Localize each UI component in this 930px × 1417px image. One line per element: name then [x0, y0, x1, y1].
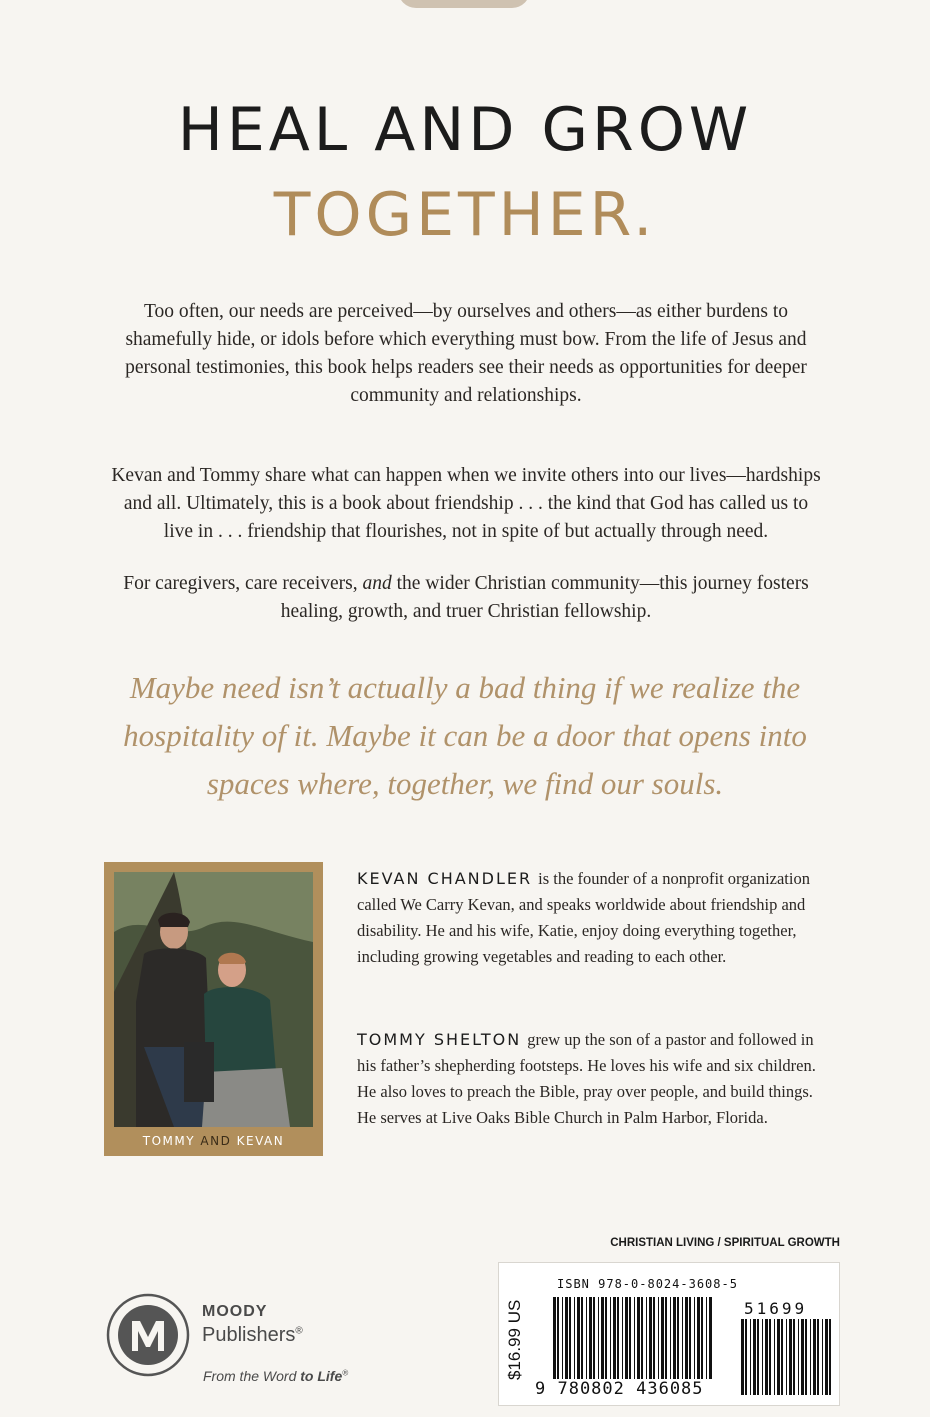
barcode-bar	[701, 1297, 703, 1379]
barcode-bar	[697, 1297, 700, 1379]
pull-quote: Maybe need isn’t actually a bad thing if we realize the hospitality of it. Maybe it can be a door that opens into spaces where, together, we find our souls.	[123, 670, 807, 801]
barcode-bar	[706, 1297, 707, 1379]
barcode-bar	[562, 1297, 563, 1379]
barcode-bar	[813, 1319, 816, 1395]
barcode-bar	[649, 1297, 652, 1379]
barcode-bar	[789, 1319, 792, 1395]
publisher-name-text: Publishers	[202, 1324, 296, 1346]
caption-name-kevan: KEVAN	[236, 1134, 285, 1148]
author-bio-text-tommy: grew up the son of a pastor and followed in his father’s shepherding footsteps. He loves his wife and six children. He also loves to preach the Bible, pray over people, and build things. He serves at Live Oaks Bible Church in Palm Harbor, Florida.	[357, 1030, 816, 1127]
barcode-bar	[793, 1319, 795, 1395]
barcode-bar	[769, 1319, 771, 1395]
publisher-tagline	[203, 1368, 348, 1384]
description-paragraph-1: Too often, our needs are perceived—by ourselves and others—as either burdens to shamefully hide, or idols before which everything must bow. From the life of Jesus and personal testimonies, this book helps readers see their needs as opportunities for deeper community and relationships.	[125, 301, 807, 406]
description-paragraph-3	[110, 570, 822, 626]
caption-and: AND	[200, 1134, 232, 1148]
barcode-bar	[581, 1297, 583, 1379]
barcode-bar	[589, 1297, 592, 1379]
author-name-tommy: TOMMY SHELTON	[357, 1030, 522, 1049]
tagline-prefix: From the Word	[203, 1368, 301, 1384]
barcode-bar	[613, 1297, 616, 1379]
barcode-bar	[817, 1319, 819, 1395]
barcode-bar	[557, 1297, 559, 1379]
headline-line-1: HEAL AND GROW	[177, 95, 753, 165]
author-bio-tommy	[357, 1027, 827, 1131]
barcode-bar	[798, 1319, 799, 1395]
barcode-bar	[689, 1297, 691, 1379]
description-p3-start: For caregivers, care receivers,	[123, 573, 363, 594]
barcode-bar	[685, 1297, 688, 1379]
tagline-emphasis: to Life	[300, 1368, 343, 1384]
barcode-bar	[601, 1297, 604, 1379]
barcode-bar	[646, 1297, 647, 1379]
author-bio-kevan	[357, 866, 827, 970]
barcode-bar	[810, 1319, 811, 1395]
barcode-bar	[750, 1319, 751, 1395]
headline-line-2: TOGETHER.	[273, 180, 657, 250]
barcode-bar	[658, 1297, 659, 1379]
barcode-bar	[637, 1297, 640, 1379]
barcode-bar	[765, 1319, 768, 1395]
photo-caption	[104, 1134, 323, 1148]
barcode-bar	[574, 1297, 575, 1379]
author-photo-illustration	[114, 872, 313, 1127]
barcode-bar	[641, 1297, 643, 1379]
tagline-mark: ®	[342, 1368, 349, 1378]
barcode-bar	[822, 1319, 823, 1395]
registered-mark: ®	[295, 1325, 303, 1337]
top-decor-shape	[398, 0, 530, 8]
barcode-bar	[677, 1297, 679, 1379]
barcode-bar	[786, 1319, 787, 1395]
moody-logo-icon	[106, 1293, 190, 1377]
barcode-bar	[673, 1297, 676, 1379]
barcode-bar	[745, 1319, 747, 1395]
barcode-bar	[670, 1297, 671, 1379]
description-p3-end: the wider Christian community—this journey fosters healing, growth, and truer Christian fellowship.	[280, 573, 809, 622]
barcode-bar	[610, 1297, 611, 1379]
barcode-bar	[634, 1297, 635, 1379]
barcode-bar	[577, 1297, 580, 1379]
barcode-bar	[586, 1297, 587, 1379]
barcode-addon-bars	[741, 1319, 831, 1395]
barcode-bar	[569, 1297, 571, 1379]
publisher-name-line2	[202, 1324, 303, 1347]
barcode-bar	[694, 1297, 695, 1379]
category-label: CHRISTIAN LIVING / SPIRITUAL GROWTH	[610, 1237, 840, 1249]
barcode-bar	[665, 1297, 667, 1379]
barcode-bar	[805, 1319, 807, 1395]
author-photo-frame	[104, 862, 323, 1156]
barcode-bar	[709, 1297, 712, 1379]
description-paragraph-2: Kevan and Tommy share what can happen when we invite others into our lives—hardships and all. Ultimately, this is a book about friendship . . . the kind that God has called us to live in . . . friendship that flourishes, not in spite of but actually through need.	[111, 465, 821, 542]
barcode-bar	[777, 1319, 780, 1395]
barcode-bar	[781, 1319, 783, 1395]
author-bio-text-kevan: is the founder of a nonprofit organization called We Carry Kevan, and speaks worldwide about friendship and disability. He and his wife, Katie, enjoy doing everything together, including growing vegetables and reading to each other.	[357, 869, 810, 966]
barcode-bar	[629, 1297, 631, 1379]
price-label: $16.99 US	[505, 1299, 524, 1381]
description-p3-emphasis: and	[362, 573, 392, 594]
barcode-bar	[625, 1297, 628, 1379]
barcode-bar	[774, 1319, 775, 1395]
barcode-bar	[762, 1319, 763, 1395]
barcode-bar	[565, 1297, 568, 1379]
barcode-bar	[829, 1319, 831, 1395]
barcode-digits: 9 780802 436085	[535, 1379, 704, 1399]
author-name-kevan: KEVAN CHANDLER	[357, 869, 533, 888]
barcode-bar	[801, 1319, 804, 1395]
barcode-bar	[661, 1297, 664, 1379]
author-photo	[114, 872, 313, 1127]
barcode-box	[498, 1262, 840, 1406]
barcode-bar	[593, 1297, 595, 1379]
barcode-main-bars	[553, 1297, 713, 1379]
isbn-label: ISBN 978-0-8024-3608-5	[557, 1277, 738, 1291]
barcode-addon-number: 51699	[744, 1299, 808, 1318]
barcode-bar	[622, 1297, 623, 1379]
barcode-bar	[682, 1297, 683, 1379]
barcode-bar	[553, 1297, 556, 1379]
barcode-bar	[741, 1319, 744, 1395]
barcode-bar	[605, 1297, 607, 1379]
barcode-bar	[757, 1319, 759, 1395]
publisher-name-line1: MOODY	[202, 1303, 268, 1320]
barcode-bar	[653, 1297, 655, 1379]
barcode-bar	[753, 1319, 756, 1395]
barcode-bar	[825, 1319, 828, 1395]
barcode-bar	[617, 1297, 619, 1379]
caption-name-tommy: TOMMY	[142, 1134, 196, 1148]
barcode-bar	[598, 1297, 599, 1379]
